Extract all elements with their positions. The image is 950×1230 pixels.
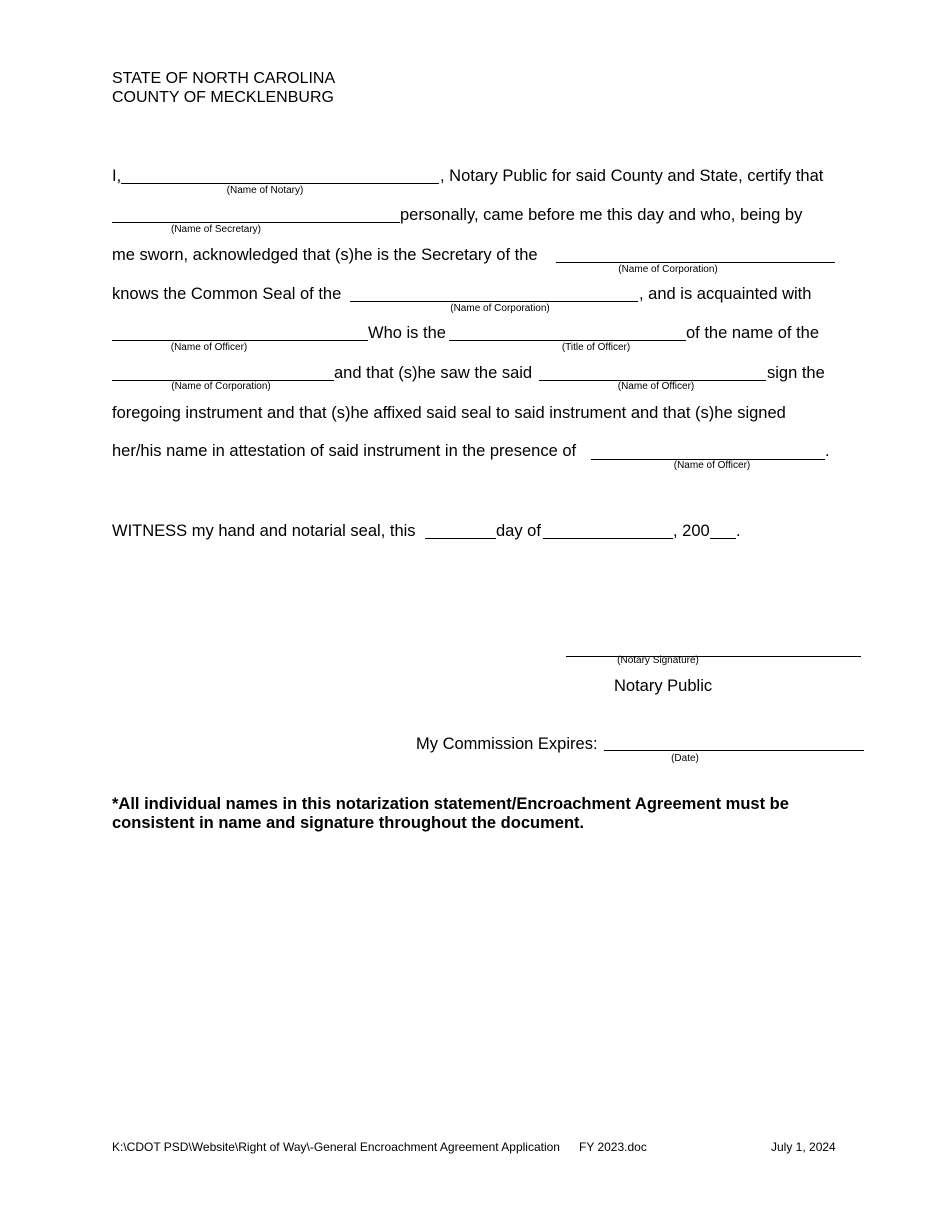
officer-name-caption-2: (Name of Officer) <box>617 381 695 392</box>
officer-title-line[interactable] <box>449 340 686 341</box>
notary-name-line[interactable] <box>121 183 439 184</box>
day-line[interactable] <box>425 538 496 539</box>
corporation-name-caption-3: (Name of Corporation) <box>171 381 271 392</box>
year-line[interactable] <box>710 538 736 539</box>
row1-text: , Notary Public for said County and State, certify that <box>440 167 824 185</box>
row2-text: personally, came before me this day and who, being by <box>400 206 803 224</box>
row8-text: her/his name in attestation of said instrument in the presence of <box>112 442 577 460</box>
footer-path: K:\CDOT PSD\Website\Right of Way\-General Encroachment Agreement Application <box>112 1140 560 1154</box>
witness-period: . <box>736 522 741 540</box>
corporation-name-line-2[interactable] <box>350 301 638 302</box>
month-line[interactable] <box>543 538 673 539</box>
commission-date-line[interactable] <box>604 750 864 751</box>
row1-prefix: I, <box>112 167 122 185</box>
row4-text-b: , and is acquainted with <box>639 285 812 303</box>
corporation-name-caption-2: (Name of Corporation) <box>450 303 550 314</box>
note-line-2: consistent in name and signature throughout the document. <box>112 814 585 832</box>
footer-filename: FY 2023.doc <box>579 1140 647 1154</box>
note-line-1: *All individual names in this notarization statement/Encroachment Agreement must be <box>112 795 789 813</box>
state-heading: STATE OF NORTH CAROLINA <box>112 70 336 87</box>
notary-signature-line[interactable] <box>566 656 861 657</box>
row5-text-b: of the name of the <box>686 324 820 342</box>
witness-text-c: , 200 <box>673 522 710 540</box>
officer-name-caption-1: (Name of Officer) <box>170 342 248 353</box>
commission-date-caption: (Date) <box>671 753 699 764</box>
officer-name-caption-3: (Name of Officer) <box>673 460 751 471</box>
county-heading: COUNTY OF MECKLENBURG <box>112 89 334 106</box>
witness-text-a: WITNESS my hand and notarial seal, this <box>112 522 416 540</box>
footer-date: July 1, 2024 <box>771 1140 836 1154</box>
row3-text: me sworn, acknowledged that (s)he is the Secretary of the <box>112 246 538 264</box>
row6-text-a: and that (s)he saw the said <box>334 364 533 382</box>
notary-name-caption: (Name of Notary) <box>226 185 304 196</box>
row6-text-b: sign the <box>767 364 825 382</box>
notary-public-label: Notary Public <box>614 677 713 695</box>
secretary-name-caption: (Name of Secretary) <box>170 224 262 235</box>
row4-text-a: knows the Common Seal of the <box>112 285 342 303</box>
row8-period: . <box>825 442 830 460</box>
secretary-name-line[interactable] <box>112 222 400 223</box>
row7-text: foregoing instrument and that (s)he affixed said seal to said instrument and that (s)he signed <box>112 404 786 422</box>
officer-name-line-1[interactable] <box>112 340 368 341</box>
row5-text-a: Who is the <box>368 324 446 342</box>
commission-label: My Commission Expires: <box>416 735 598 753</box>
officer-title-caption: (Title of Officer) <box>561 342 631 353</box>
corporation-name-caption-1: (Name of Corporation) <box>618 264 718 275</box>
corporation-name-line-1[interactable] <box>556 262 835 263</box>
notary-signature-caption: (Notary Signature) <box>617 655 699 666</box>
witness-text-b: day of <box>496 522 541 540</box>
